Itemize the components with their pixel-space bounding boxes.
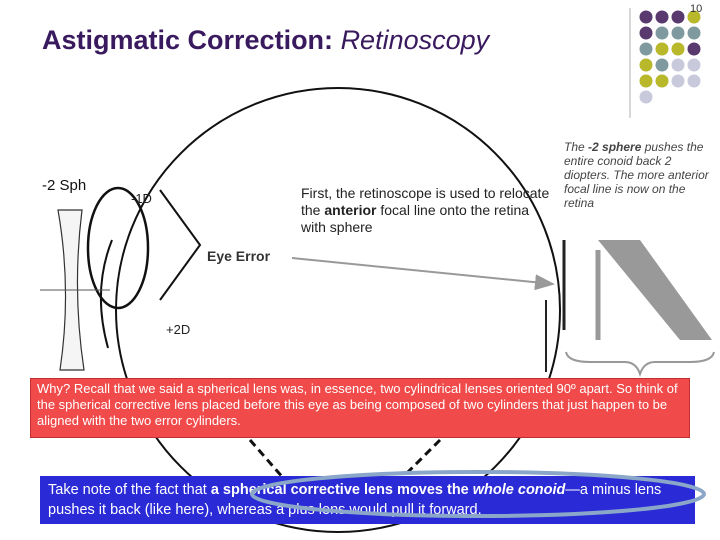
explanation-emph: anterior bbox=[324, 202, 377, 218]
eye-globe bbox=[116, 88, 560, 532]
slide-title bbox=[42, 25, 489, 56]
side-note-part2: pushes the entire conoid back 2 diopters. The more anterior focal line is now on the retina bbox=[564, 140, 709, 210]
note-callout-box bbox=[40, 476, 695, 524]
explanation-part2: focal line onto the retina with sphere bbox=[301, 202, 530, 235]
note-emph1: a spherical corrective lens moves the bbox=[210, 482, 473, 498]
conoid-brace bbox=[566, 352, 714, 374]
side-note bbox=[564, 140, 714, 210]
conoid-shape bbox=[598, 240, 712, 340]
note-part2: —a minus lens pushes it back (like here), whereas a plus lens would pull it forward. bbox=[48, 482, 662, 518]
why-callout-box bbox=[30, 378, 690, 438]
lens-minus1-label: -1D bbox=[131, 191, 152, 206]
sphere-label: -2 Sph bbox=[42, 177, 87, 194]
side-note-emph: -2 sphere bbox=[588, 140, 642, 154]
cornea bbox=[101, 240, 112, 348]
why-callout-text: Why? Recall that we said a spherical lens was, in essence, two cylindrical lenses oriented 90º apart. So think of the spherical corrective lens placed before this eye as being composed of two cylinders that just happen to be aligned with the two error cylinders. bbox=[37, 381, 678, 428]
lens-plus2-label: +2D bbox=[166, 322, 191, 337]
note-emph2: whole conoid bbox=[472, 482, 566, 498]
ray-lines bbox=[160, 190, 200, 300]
slide-number: 10 bbox=[690, 3, 703, 15]
eye-error-arrow bbox=[292, 258, 553, 284]
slide-title-italic: Retinoscopy bbox=[340, 25, 490, 55]
slide-title-bold: Astigmatic Correction: bbox=[42, 25, 334, 55]
eye-error-label: Eye Error bbox=[207, 248, 271, 264]
note-part1: Take note of the fact that bbox=[48, 482, 211, 498]
side-note-part1: The bbox=[564, 140, 589, 154]
retinoscope-explanation bbox=[301, 185, 551, 236]
explanation-part1: First, the retinoscope is used to relocate the bbox=[301, 185, 550, 218]
